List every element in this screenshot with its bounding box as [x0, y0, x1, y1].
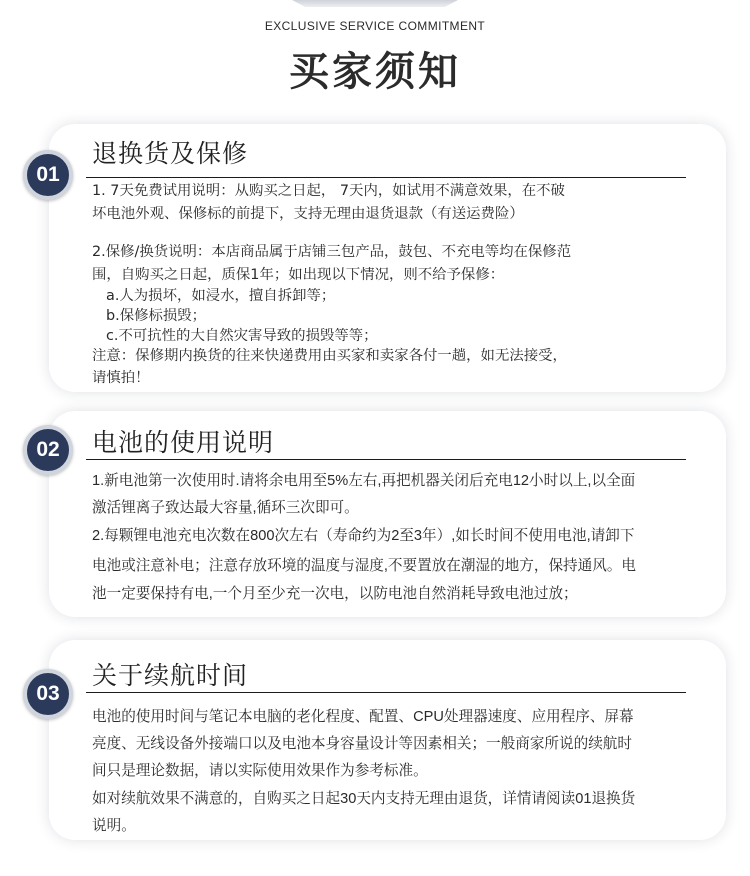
page-title: 买家须知 — [289, 49, 461, 95]
section-text-line: b.保修标损毁； — [106, 308, 207, 324]
section-divider — [86, 459, 686, 460]
section-text-line: c.不可抗性的大自然灾害导致的损毁等等； — [106, 328, 378, 344]
section-text-line: 激活锂离子致达最大容量,循环三次即可。 — [92, 500, 359, 516]
section-text-line: 请慎拍！ — [92, 370, 150, 386]
section-text-line: 间只是理论数据，请以实际使用效果作为参考标准。 — [92, 763, 428, 779]
top-decoration — [292, 0, 458, 7]
section-text-line: 亮度、无线设备外接端口以及电池本身容量设计等因素相关；一般商家所说的续航时 — [92, 736, 632, 752]
section-text-line: 电池的使用时间与笔记本电脑的老化程度、配置、CPU处理器速度、应用程序、屏幕 — [92, 709, 634, 725]
section-text-line: 注意：保修期内换货的往来快递费用由买家和卖家各付一趟，如无法接受， — [92, 348, 567, 364]
section-number-badge: 01 — [23, 150, 73, 200]
section-text-line: a.人为损坏，如浸水，擅自拆卸等； — [106, 288, 336, 304]
section-text-line: 2.保修/换货说明：本店商品属于店铺三包产品，鼓包、不充电等均在保修范 — [92, 244, 572, 260]
section-divider — [86, 177, 686, 178]
header-subtitle: EXCLUSIVE SERVICE COMMITMENT — [264, 19, 486, 33]
section-text-line: 说明。 — [92, 818, 136, 834]
section-text-line: 1.新电池第一次使用时.请将余电用至5%左右,再把机器关闭后充电12小时以上,以全面 — [92, 473, 636, 489]
section-text-line: 围，自购买之日起，质保1年；如出现以下情况，则不给予保修： — [92, 267, 505, 283]
section-title: 退换货及保修 — [92, 139, 249, 168]
section-divider — [86, 692, 686, 693]
section-text-line: 1. 7天免费试用说明：从购买之日起， 7天内，如试用不满意效果，在不破 — [92, 183, 565, 199]
section-number-badge: 03 — [23, 669, 73, 719]
section-text-line: 池一定要保持有电,一个月至少充一次电，以防电池自然消耗导致电池过放； — [92, 586, 578, 602]
section-number-badge: 02 — [23, 425, 73, 475]
section-text-line: 2.每颗锂电池充电次数在800次左右（寿命约为2至3年）,如长时间不使用电池,请卸下 — [92, 528, 635, 544]
section-text-line: 如对续航效果不满意的，自购买之日起30天内支持无理由退货，详情请阅读01退换货 — [92, 791, 636, 807]
section-text-line: 坏电池外观、保修标的前提下，支持无理由退货退款（有送运费险） — [92, 206, 524, 222]
section-title: 关于续航时间 — [92, 661, 249, 690]
section-title: 电池的使用说明 — [92, 428, 275, 457]
section-text-line: 电池或注意补电；注意存放环境的温度与湿度,不要置放在潮湿的地方，保持通风。电 — [92, 558, 637, 574]
